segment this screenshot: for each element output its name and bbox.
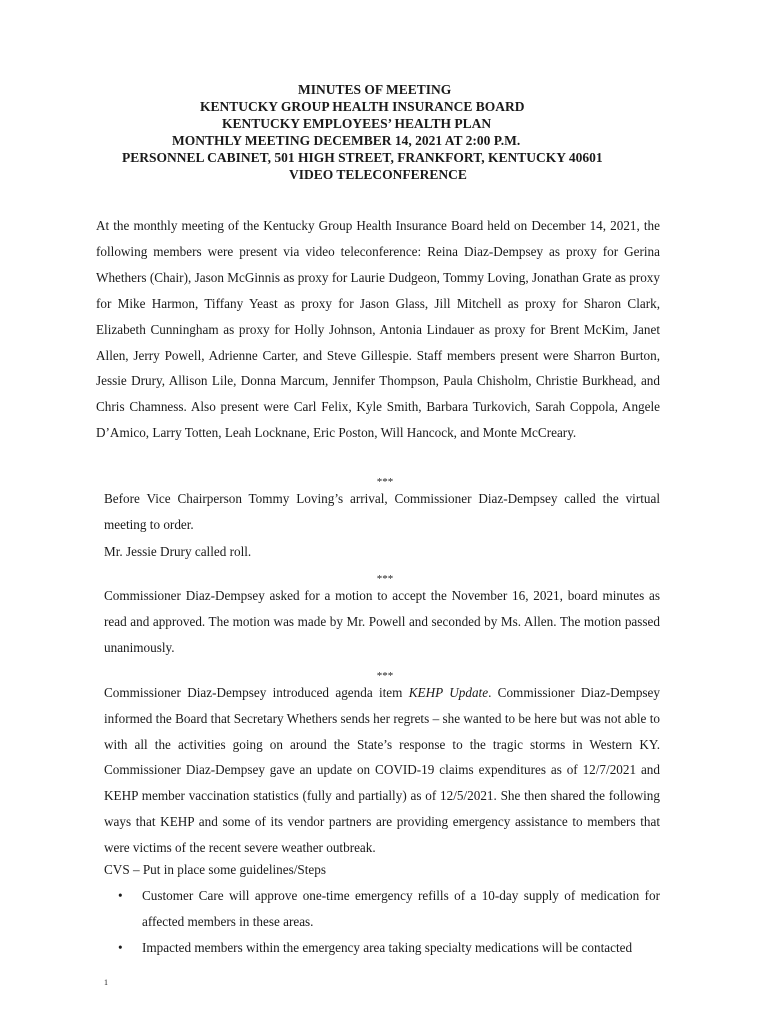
header-location: PERSONNEL CABINET, 501 HIGH STREET, FRANKFORT, KENTUCKY 40601	[122, 150, 603, 165]
header-plan: KENTUCKY EMPLOYEES’ HEALTH PLAN	[222, 116, 492, 131]
header-meeting-date: MONTHLY MEETING DECEMBER 14, 2021 AT 2:00 P.M.	[172, 133, 521, 148]
page-number: 1	[104, 978, 108, 987]
bullet-icon: •	[118, 888, 123, 903]
header-format: VIDEO TELECONFERENCE	[289, 167, 467, 182]
section-separator: ***	[376, 670, 394, 682]
bullet-text: Impacted members within the emergency area taking specialty medications will be contacted	[142, 939, 633, 955]
kehp-update-paragraph	[104, 680, 660, 861]
bullet-icon: •	[118, 939, 123, 955]
roll-call-line: Mr. Jessie Drury called roll.	[104, 544, 252, 559]
list-item	[104, 883, 660, 935]
agenda-item-title: KEHP Update	[408, 685, 489, 700]
attendance-paragraph: At the monthly meeting of the Kentucky Group Health Insurance Board held on December 14, 2021, the following members were present via video teleconference: Reina Diaz-Dempsey as proxy for Gerina Whethers (Chair), Jason McGinnis as proxy for Laurie Dudgeon, Tommy Loving, Jonathan Grate as proxy for Mike Harmon, Tiffany Yeast as proxy for Jason Glass, Jill Mitchell as proxy for Sharon Clark, Elizabeth Cunningham as proxy for Holly Johnson, Antonia Lindauer as proxy for Brent McKim, Janet Allen, Jerry Powell, Adrienne Carter, and Steve Gillespie. Staff members present were Sharron Burton, Jessie Drury, Allison Lile, Donna Marcum, Jennifer Thompson, Paula Chisholm, Christie Burkhead, and Chris Chamness. Also present were Carl Felix, Kyle Smith, Barbara Turkovich, Sarah Coppola, Angele D’Amico, Larry Totten, Leah Locknane, Eric Poston, Will Hancock, and Monte McCreary.	[96, 218, 660, 441]
minutes-motion-paragraph: Commissioner Diaz-Dempsey asked for a motion to accept the November 16, 2021, board minutes as read and approved. The motion was made by Mr. Powell and seconded by Ms. Allen. The motion passed unanimously.	[104, 588, 660, 655]
header-board: KENTUCKY GROUP HEALTH INSURANCE BOARD	[200, 99, 525, 114]
kehp-intro-text: Commissioner Diaz-Dempsey introduced agenda item	[104, 685, 409, 700]
bullet-text: Customer Care will approve one-time emergency refills of a 10-day supply of medication for affected members in these areas.	[142, 888, 660, 929]
cvs-bullet-list	[104, 883, 660, 960]
cvs-heading: CVS – Put in place some guidelines/Steps	[104, 862, 326, 877]
section-separator: ***	[376, 573, 394, 585]
header-title: MINUTES OF MEETING	[298, 82, 452, 97]
list-item	[104, 935, 660, 961]
kehp-update-text: . Commissioner Diaz-Dempsey informed the Board that Secretary Whethers sends her regrets – she wanted to be here but was not able to with all the activities going on around the State’s response to the tragic storms in Western KY. Commissioner Diaz-Dempsey gave an update on COVID-19 claims expenditures as of 12/7/2021 and KEHP member vaccination statistics (fully and partially) as of 12/5/2021. She then shared the following ways that KEHP and some of its vendor partners are providing emergency assistance to members that were victims of the recent severe weather outbreak.	[104, 685, 660, 855]
call-to-order-paragraph: Before Vice Chairperson Tommy Loving’s arrival, Commissioner Diaz-Dempsey called the virtual meeting to order.	[104, 491, 660, 532]
section-separator: ***	[376, 476, 394, 488]
